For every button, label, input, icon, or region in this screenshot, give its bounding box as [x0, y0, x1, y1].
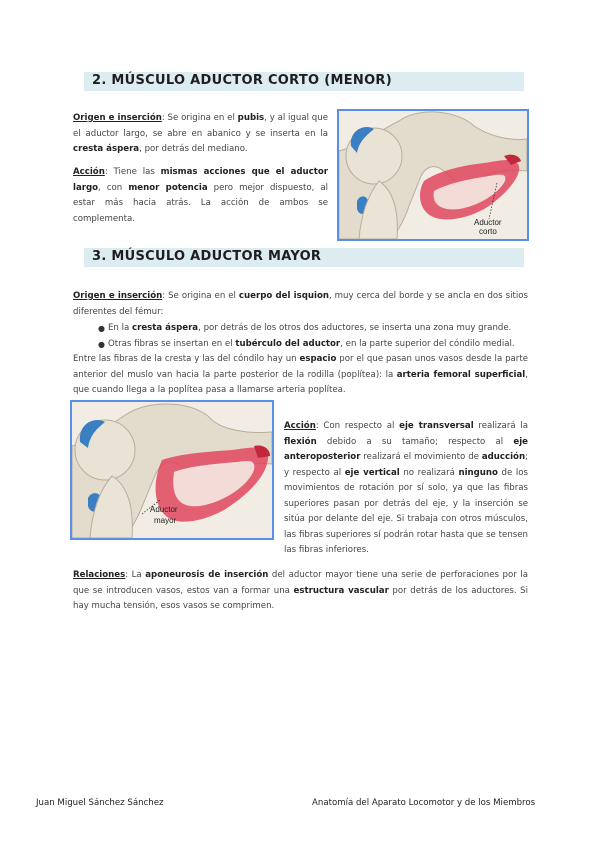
- bullet-icon: ●: [98, 339, 105, 349]
- section-3-title: 3. MÚSCULO ADUCTOR MAYOR: [92, 249, 322, 264]
- section-2-heading: [84, 72, 524, 91]
- pelvis-illustration-2: [72, 402, 272, 538]
- origin-label: Origen e inserción: [73, 113, 162, 123]
- adductor-magnus-figure: [70, 400, 274, 540]
- list-item: ● En la cresta áspera, por detrás de los otros dos aductores, se inserta una zona muy grande.: [108, 321, 538, 337]
- list-item: ● Otras fibras se insertan en el tubérculo del aductor, en la parte superior del cóndilo medial.: [108, 337, 538, 353]
- action-label: Acción: [73, 167, 105, 177]
- figure-label-2: corto: [479, 227, 497, 236]
- figure-label-1: Aductor: [474, 218, 502, 227]
- insertion-list: [98, 321, 538, 352]
- figure-label-3: Aductor: [150, 505, 178, 514]
- section-3-relations-paragraph: Relaciones: La aponeurosis de inserción del aductor mayor tiene una serie de perforaciones por la que se introducen vasos, estos van a formar una estructura vascular por detrás de los aductores. Si hay mucha tensión, esos vasos se comprimen.: [73, 570, 528, 611]
- footer-course: Anatomía del Aparato Locomotor y de los Miembros: [312, 798, 536, 808]
- section-3-space-paragraph: Entre las fibras de la cresta y las del cóndilo hay un espacio por el que pasan unos vasos desde la parte anterior del muslo van hacia la parte posterior de la rodilla (poplítea): la arteria femoral superficial, que cuando llega a la poplítea pasa a llamarse arteria poplítea.: [73, 354, 528, 395]
- adductor-brevis-figure: [337, 109, 529, 241]
- section-2-origin-paragraph: Origen e inserción: Se origina en el pubis, y al igual que el aductor largo, se abre en abanico y se inserta en la cresta áspera, por detrás del mediano.: [73, 113, 328, 154]
- action-label-3: Acción: [284, 421, 316, 431]
- section-3-origin-paragraph: Origen e inserción: Se origina en el cuerpo del isquion, muy cerca del borde y se ancla en dos sitios diferentes del fémur:: [73, 291, 528, 317]
- section-2-title: 2. MÚSCULO ADUCTOR CORTO (MENOR): [92, 73, 392, 88]
- figure-label-4: mayor: [154, 516, 177, 525]
- bullet-icon: ●: [98, 324, 105, 333]
- section-3-action-paragraph: Acción: Con respecto al eje transversal realizará la flexión debido a su tamaño; respecto al eje anteroposterior realizará el movimiento de aducción; y respecto al eje vertical no realizará ninguno de los movimientos de rotación por sí solo, ya que las fibras superiores pasan por detrás del eje, y la inserción se sitúa por delante del eje. Si trabaja con otros músculos, las fibras superiores sí podrán rotar hasta que se tensen las fibras inferiores.: [284, 421, 528, 555]
- relations-label: Relaciones: [73, 570, 126, 580]
- section-2-action-paragraph: Acción: Tiene las mismas acciones que el aductor largo, con menor potencia pero mejor dispuesto, al estar más hacia atrás. La acción de ambos se complementa.: [73, 167, 329, 224]
- pelvis-illustration: [339, 111, 527, 239]
- origin-label-3: Origen e inserción: [73, 291, 163, 301]
- section-3-heading: [84, 248, 524, 267]
- footer-author: Juan Miguel Sánchez Sánchez: [36, 798, 164, 808]
